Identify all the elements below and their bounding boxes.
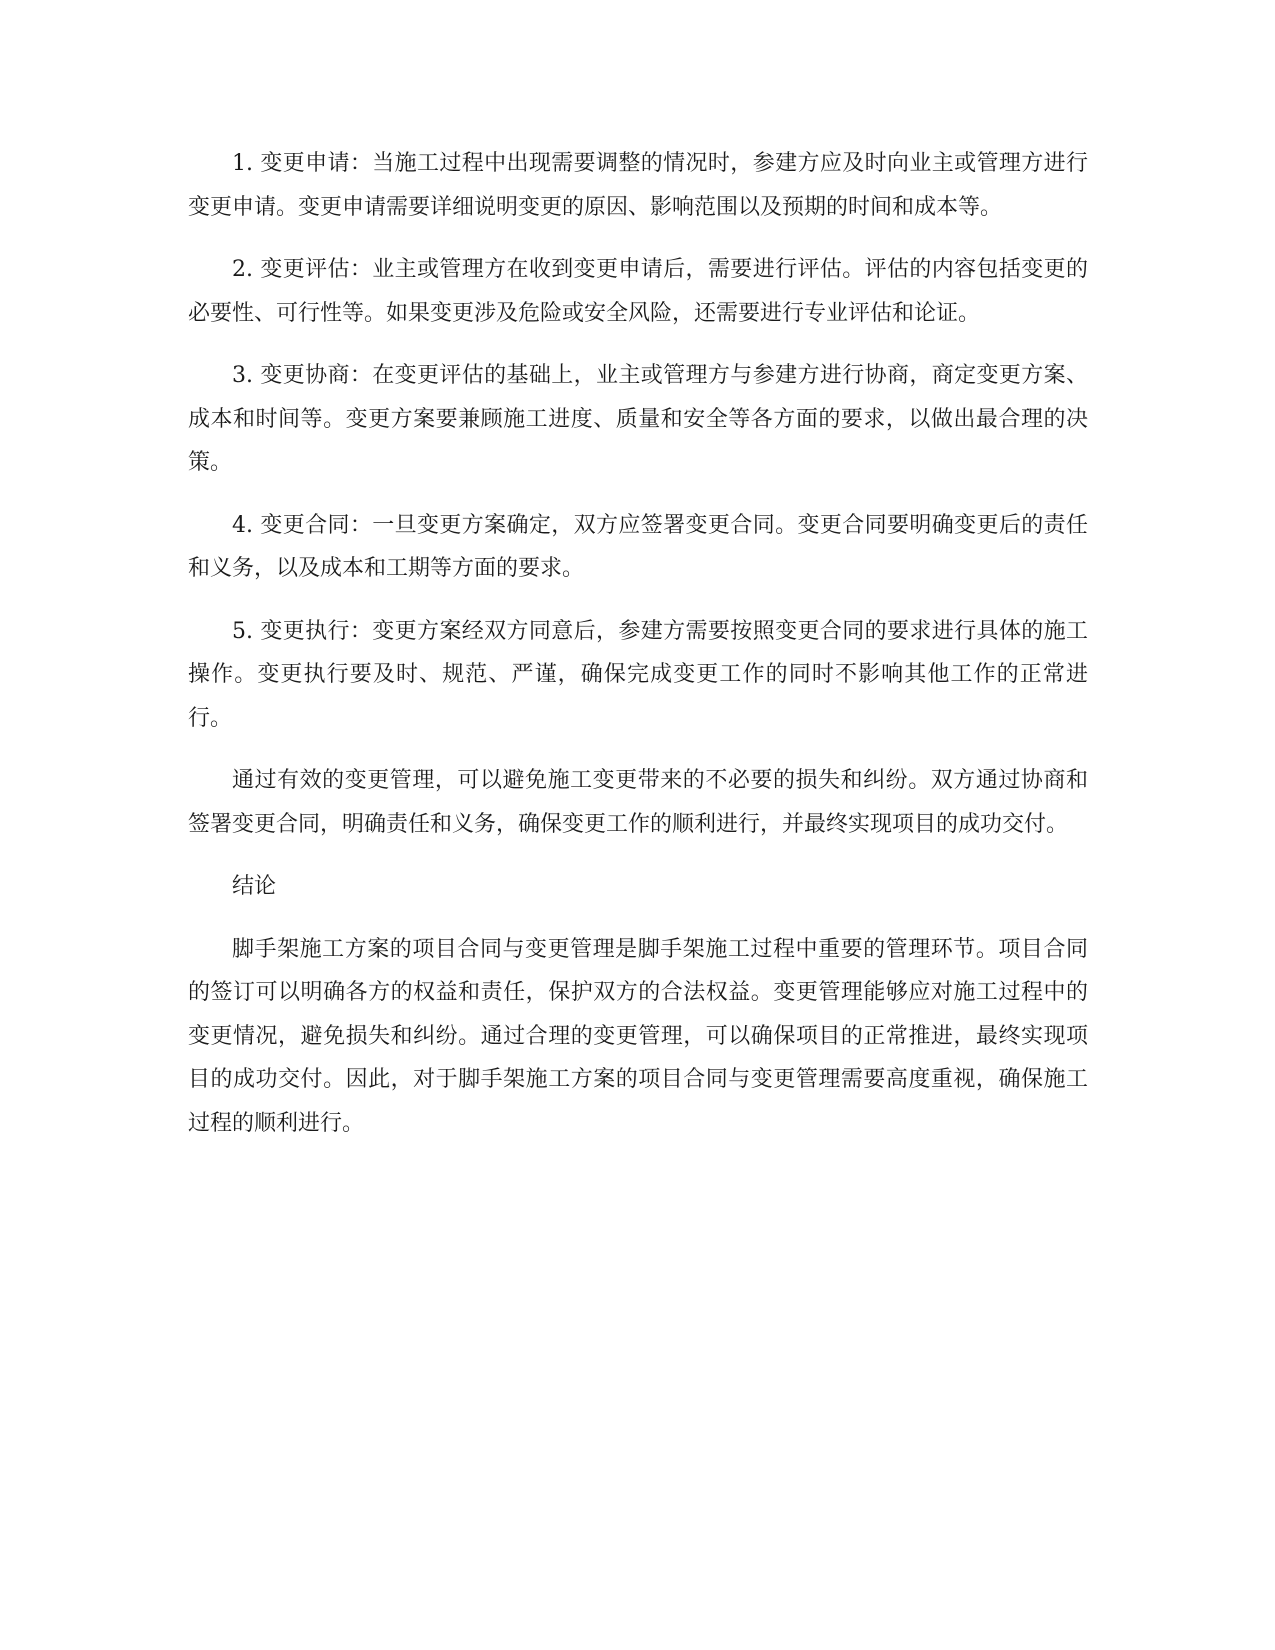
paragraph-change-contract: 4. 变更合同：一旦变更方案确定，双方应签署变更合同。变更合同要明确变更后的责任和义务，以及成本和工期等方面的要求。 [188, 512, 1088, 581]
paragraph-change-execution: 5. 变更执行：变更方案经双方同意后，参建方需要按照变更合同的要求进行具体的施工操作。变更执行要及时、规范、严谨，确保完成变更工作的同时不影响其他工作的正常进行。 [188, 618, 1088, 731]
paragraph-change-application: 1. 变更申请：当施工过程中出现需要调整的情况时，参建方应及时向业主或管理方进行变更申请。变更申请需要详细说明变更的原因、影响范围以及预期的时间和成本等。 [188, 151, 1088, 220]
conclusion-heading: 结论 [232, 874, 277, 899]
paragraph-change-negotiation: 3. 变更协商：在变更评估的基础上，业主或管理方与参建方进行协商，商定变更方案、成本和时间等。变更方案要兼顾施工进度、质量和安全等各方面的要求，以做出最合理的决策。 [188, 363, 1088, 475]
paragraph-change-evaluation: 2. 变更评估：业主或管理方在收到变更申请后，需要进行评估。评估的内容包括变更的必要性、可行性等。如果变更涉及危险或安全风险，还需要进行专业评估和论证。 [188, 257, 1088, 326]
paragraph-conclusion: 脚手架施工方案的项目合同与变更管理是脚手架施工过程中重要的管理环节。项目合同的签订可以明确各方的权益和责任，保护双方的合法权益。变更管理能够应对施工过程中的变更情况，避免损失和纠纷。通过合理的变更管理，可以确保项目的正常推进，最终实现项目的成功交付。因此，对于脚手架施工方案的项目合同与变更管理需要高度重视，确保施工过程的顺利进行。 [188, 936, 1088, 1136]
document-body [188, 142, 1088, 1164]
paragraph-summary: 通过有效的变更管理，可以避免施工变更带来的不必要的损失和纠纷。双方通过协商和签署变更合同，明确责任和义务，确保变更工作的顺利进行，并最终实现项目的成功交付。 [188, 768, 1088, 837]
